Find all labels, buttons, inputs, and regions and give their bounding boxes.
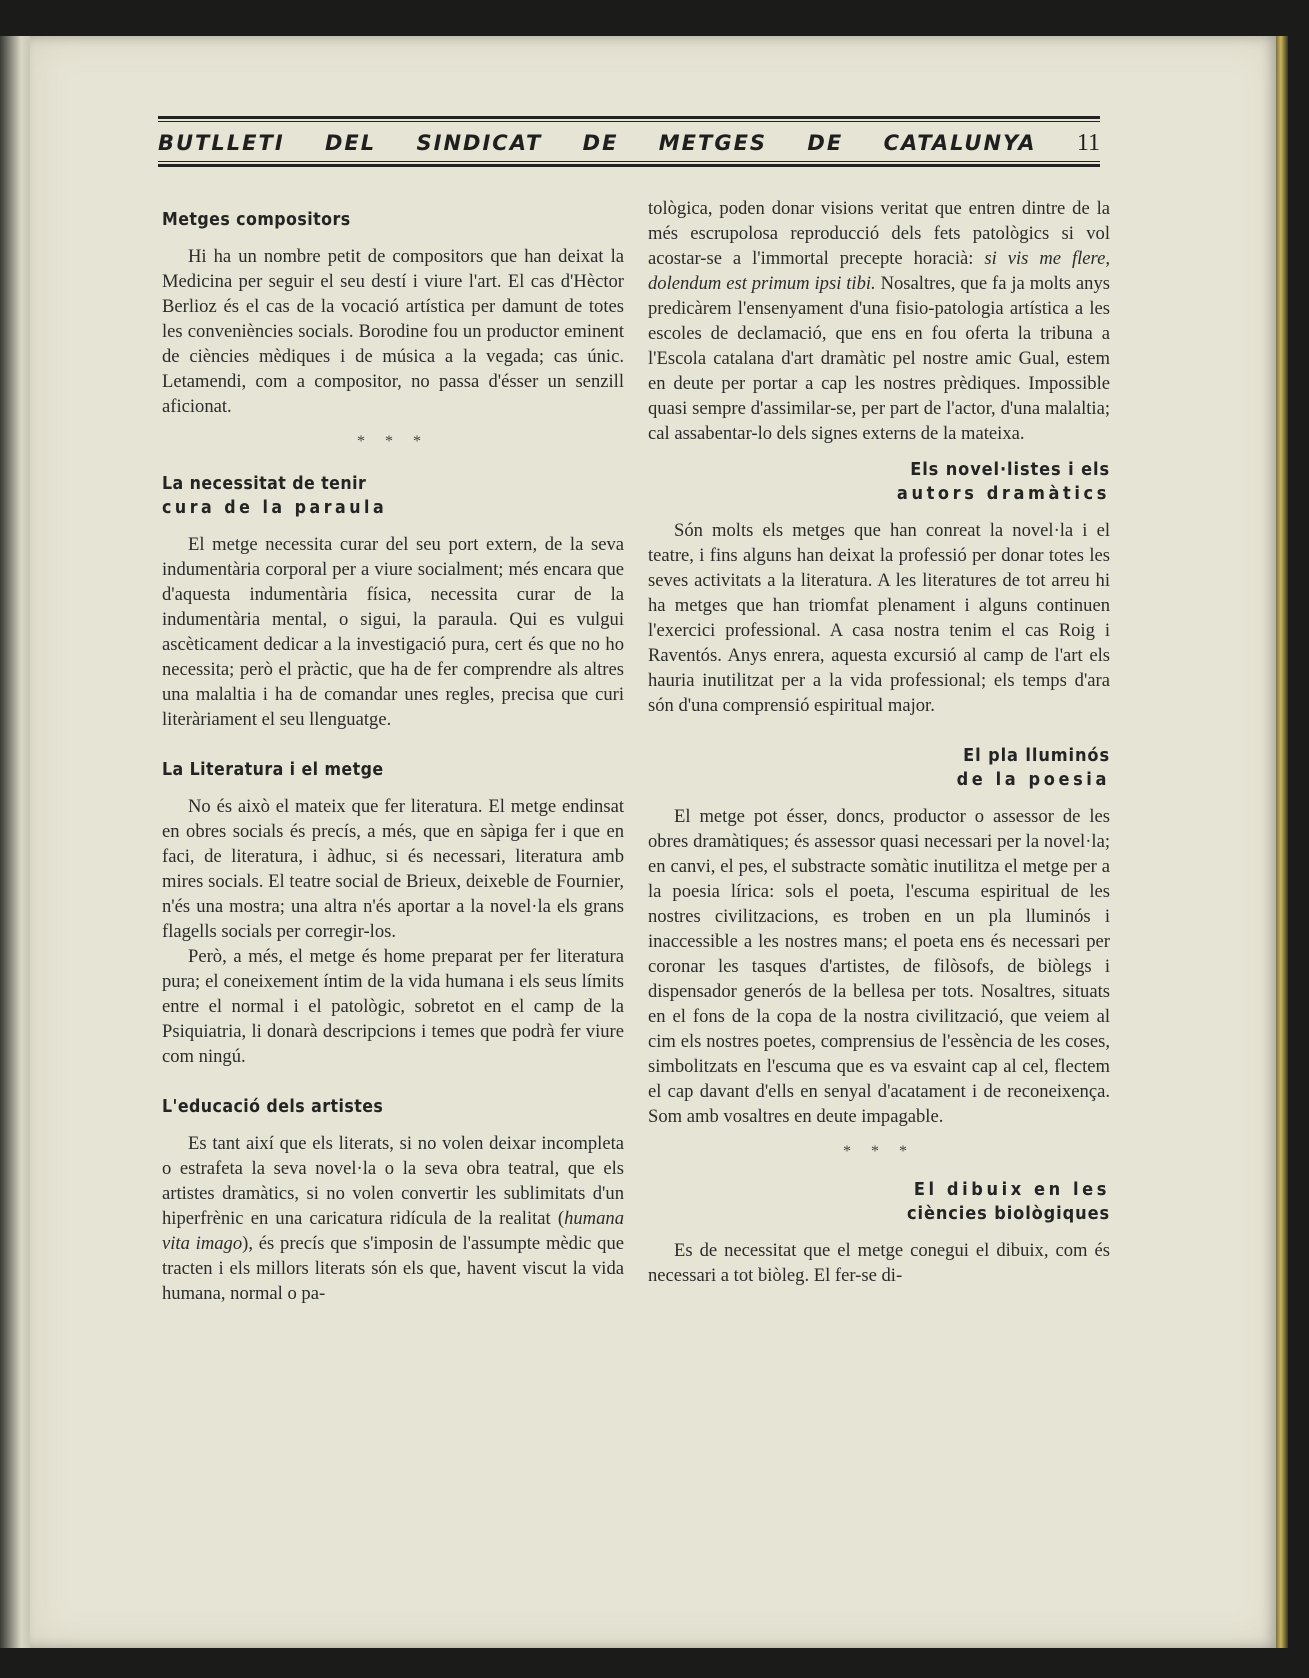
header-word: DE [807,131,844,155]
paragraph: El metge necessita curar del seu port extern, de la seva indumentària corporal per a viure socialment; més encara que d'aquesta indumentària física, necessita curar de la indumentària mental, o sigui, la paraula. Qui es vulgui ascèticament dedicar a la investigació pura, cert és que no ho necessita; però el pràctic, que ha de fer comprendre als altres una malaltia i ha de comandar unes regles, precisa que curi literàriament el seu llenguatge. [162,534,624,730]
latin-phrase: humana vita imago [162,1208,624,1254]
section-heading: L'educació dels artistes [162,1096,384,1117]
header-title [158,128,1100,158]
section-separator: * * * [843,1143,915,1160]
page-number: 11 [1076,129,1100,156]
heading-line: La necessitat de tenir [162,473,367,494]
header-word: CATALUNYA [883,131,1037,155]
heading-line: El dibuix en les [913,1179,1110,1200]
header-rule-top [158,116,1100,119]
heading-line: Els novel·listes i els [910,459,1110,480]
section-heading [162,472,569,520]
paragraph: Hi ha un nombre petit de compositors que han deixat la Medicina per seguir el seu destí i viure l'art. El cas d'Hèctor Berlioz és el cas de la vocació artística per damunt de totes les conveniències socials. Borodine fou un productor eminent de ciències mèdiques i de música a la vegada; cas únic. Letamendi, com a compositor, no passa d'ésser un senzill aficionat. [162,246,624,417]
section-heading: Metges compositors [162,209,351,230]
book-spine-shadow [0,36,30,1648]
section-heading [694,458,1110,506]
running-header [158,116,1100,168]
paragraph: El metge pot ésser, doncs, productor o assessor de les obres dramàtiques; és assessor quasi necessari per la novel·la; en canvi, el pes, el substracte somàtic inutilitza el metge per a la poesia lírica: sols el poeta, l'escuma espiritual de les nostres civilitzacions, es troben en un pla lluminós i inaccessible a les nostres mans; el poeta ens és necessari per coronar les tasques d'artistes, de filòsofs, de biòlegs i dispensador generós de la bellesa per tots. Nosaltres, situats en el fons de la copa de la nostra civilització, que veiem al cim els nostres poetes, comprensius de l'essència de les coses, simbolitzats en l'escuma que es va esvaint cap al cel, flectem el cap davant d'ells en senyal d'acatament i de reconeixença. Som amb vosaltres en deute impagable. [648,806,1110,1127]
text-run: ), és precís que s'imposin de l'assumpte mèdic que tracten i els millors literats són els que, havent viscut la vida humana, normal o pa- [162,1233,625,1304]
heading-line: autors dramàtics [896,483,1110,504]
heading-line: cura de la paraula [162,497,388,518]
header-word: DEL [325,131,377,155]
text-run: Nosaltres, que fa ja molts anys predicàrem l'ensenyament d'una fisio-patologia artística a les escoles de declamació, que ens en fou oferta la tribuna a l'Escola catalana d'art dramàtic pel nostre amic Gual, estem en deute per portar a cap les nostres prèdiques. Impossible quasi sempre d'assimilar-se, per part de l'actor, d'una malaltia; cal assabentar-lo dels signes externs de la mateixa. [648,273,1110,444]
header-rule-top-thin [158,121,1100,122]
heading-line: El pla lluminós [963,745,1110,766]
right-column [648,196,1110,1288]
latin-quote: si vis me flere, dolendum est primum ipsi tibi. [648,248,1110,294]
paragraph: No és això el mateix que fer literatura. El metge endinsat en obres socials és precís, a més, que en sàpiga fer i que en faci, de literatura, i àdhuc, si és necessari, literatura amb mires socials. El teatre social de Brieux, deixeble de Fournier, n'és una mostra; una altra n'és aportar a la novel·la els grans flagells socials per corregir-los. [162,796,624,942]
header-rule-bottom-thin [158,161,1100,162]
section-heading [694,1178,1110,1226]
paragraph: Però, a més, el metge és home preparat per fer literatura pura; el coneixement íntim de la vida humana i els seus límits entre el normal i el patològic, sobretot en el camp de la Psiquiatria, li donarà descripcions i temes que podrà fer viure com ningú. [162,946,624,1067]
heading-line: ciències biològiques [907,1203,1110,1224]
paragraph [648,196,1110,446]
left-column [162,196,624,1306]
header-word: SINDICAT [416,131,543,155]
text-run: tològica, poden donar visions veritat que entren dintre de la més escrupolosa reproducció dels fets patològics si vol acostar-se a l'immortal precepte horacià: [648,198,1110,269]
page-edge [1276,36,1288,1648]
header-rule-bottom [158,164,1100,167]
heading-line: de la poesia [956,769,1110,790]
paragraph: Són molts els metges que han conreat la novel·la i el teatre, i fins alguns han deixat la professió per donar totes les seves activitats a la literatura. A les literatures de tot arreu hi ha metges que han triomfat plenament i alguns continuen l'exercici professional. A casa nostra tenim el cas Roig i Raventós. Anys enrera, aquesta excursió al camp de l'art els hauria inutilitzat per a la vida professional; els temps d'ara són d'una comprensió espiritual major. [648,520,1110,716]
header-word: DE [582,131,619,155]
text-run: Es tant així que els literats, si no volen deixar incompleta o estrafeta la seva novel·la o la seva obra teatral, que els artistes dramàtics, si no volen convertir les sublimitats d'un hiperfrènic en una caricatura ridícula de la realitat ( [162,1133,624,1229]
section-heading [694,744,1110,792]
section-separator: * * * [357,433,429,450]
paragraph: Es de necessitat que el metge conegui el dibuix, com és necessari a tot biòleg. El fer-se di- [648,1240,1110,1286]
paragraph [162,1131,624,1306]
header-word: BUTLLETI [158,131,285,155]
section-heading: La Literatura i el metge [162,759,384,780]
header-word: METGES [658,131,768,155]
